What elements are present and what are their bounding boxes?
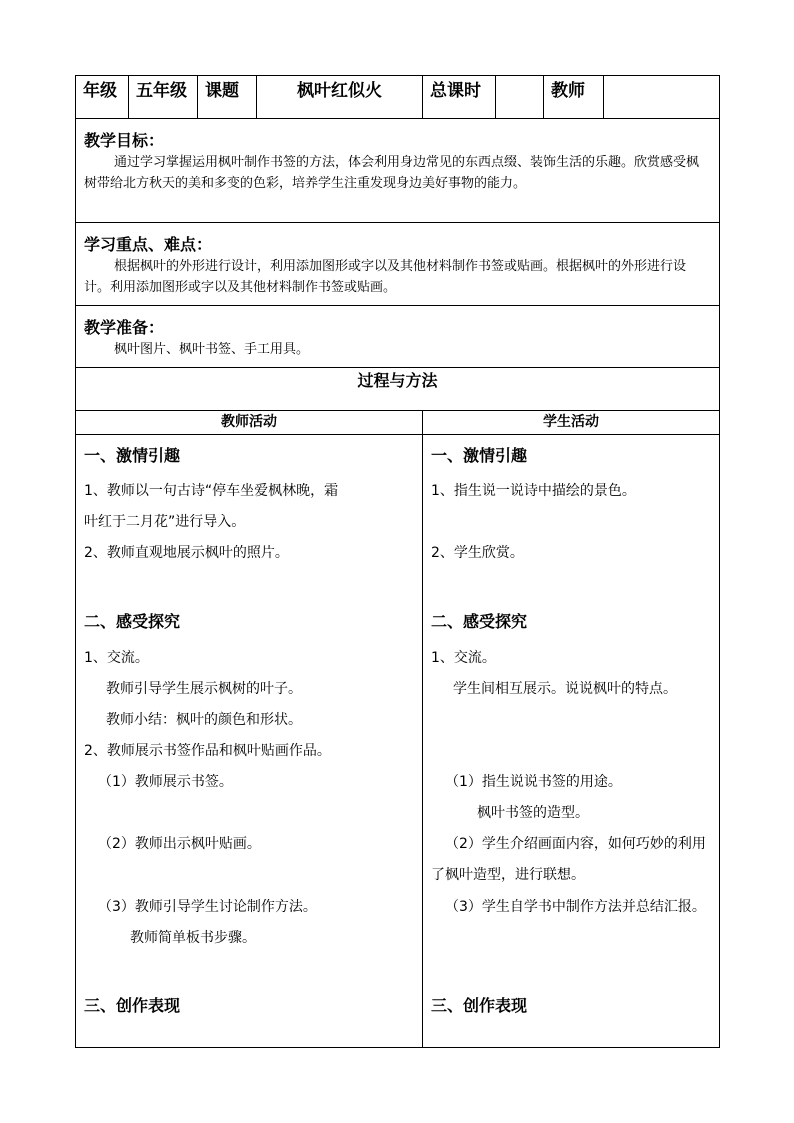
activity-content-row — [76, 435, 720, 1048]
grade-label: 年级 — [76, 76, 129, 119]
keypoints-title: 学习重点、难点： — [84, 235, 213, 254]
teacher-section-1-title: 一、激情引趣 — [84, 446, 181, 465]
teacher-s1-line-1: 1、教师以一句古诗“停车坐爱枫林晚，霜 — [84, 483, 339, 499]
student-s1-line-1: 1、指生说一说诗中描绘的景色。 — [431, 483, 636, 499]
teacher-section-2-title: 二、感受探究 — [84, 612, 181, 631]
process-row — [76, 368, 720, 411]
student-s2-line-3: （1）指生说说书签的用途。 — [445, 774, 622, 790]
teacher-s1-line-3: 2、教师直观地展示枫叶的照片。 — [84, 545, 289, 561]
teacher-s2-line-7: （3）教师引导学生讨论制作方法。 — [98, 899, 317, 915]
preparation-title: 教学准备： — [84, 318, 165, 337]
teacher-s2-line-2: 教师引导学生展示枫树的叶子。 — [106, 681, 302, 697]
teacher-s2-line-8: 教师简单板书步骤。 — [130, 930, 256, 946]
teacher-s2-line-3: 教师小结：枫叶的颜色和形状。 — [106, 712, 302, 728]
student-s2-line-5: （2）学生介绍画面内容，如何巧妙的利用 — [445, 836, 706, 852]
preparation-text: 枫叶图片、枫叶书签、手工用具。 — [114, 342, 310, 357]
teacher-s2-line-1: 1、交流。 — [84, 650, 149, 666]
teacher-activity-heading: 教师活动 — [76, 411, 423, 435]
student-activity-column — [423, 435, 720, 1048]
student-s2-line-7: （3）学生自学书中制作方法并总结汇报。 — [445, 899, 706, 915]
student-activity-heading: 学生活动 — [423, 411, 720, 435]
objectives-text: 通过学习掌握运用枫叶制作书签的方法，体会利用身边常见的东西点缀、装饰生活的乐趣。欣赏感受枫树带给北方秋天的美和多变的色彩，培养学生注重发现身边美好事物的能力。 — [84, 155, 700, 191]
hours-label: 总课时 — [423, 76, 496, 119]
preparation-row — [76, 306, 720, 368]
teacher-activity-column — [76, 435, 423, 1048]
teacher-s2-line-5: （1）教师展示书签。 — [98, 774, 233, 790]
activity-heading-row — [76, 411, 720, 435]
student-section-1-title: 一、激情引趣 — [431, 446, 528, 465]
objectives-title: 教学目标： — [84, 131, 165, 150]
teacher-label: 教师 — [544, 76, 604, 119]
topic-label: 课题 — [198, 76, 257, 119]
topic-value: 枫叶红似火 — [257, 76, 423, 119]
student-s2-line-2: 学生间相互展示。说说枫叶的特点。 — [453, 681, 677, 697]
grade-value: 五年级 — [129, 76, 198, 119]
lesson-plan-table — [75, 75, 720, 1048]
student-section-2-title: 二、感受探究 — [431, 612, 528, 631]
teacher-s2-line-4: 2、教师展示书签作品和枫叶贴画作品。 — [84, 743, 331, 759]
teacher-value — [604, 76, 720, 119]
teacher-section-3-title: 三、创作表现 — [84, 996, 181, 1015]
header-row — [76, 76, 720, 119]
student-s2-line-4: 枫叶书签的造型。 — [477, 805, 589, 821]
student-s2-line-1: 1、交流。 — [431, 650, 496, 666]
keypoints-text: 根据枫叶的外形进行设计，利用添加图形或字以及其他材料制作书签或贴画。根据枫叶的外形进行设计。利用添加图形或字以及其他材料制作书签或贴画。 — [84, 259, 687, 295]
student-s2-line-6: 了枫叶造型，进行联想。 — [431, 867, 585, 883]
process-title: 过程与方法 — [76, 368, 720, 411]
student-s1-line-2: 2、学生欣赏。 — [431, 545, 524, 561]
hours-value — [496, 76, 544, 119]
student-section-3-title: 三、创作表现 — [431, 996, 528, 1015]
teacher-s2-line-6: （2）教师出示枫叶贴画。 — [98, 836, 261, 852]
teacher-s1-line-2: 叶红于二月花”进行导入。 — [84, 514, 246, 530]
objectives-row — [76, 119, 720, 223]
keypoints-row — [76, 223, 720, 306]
